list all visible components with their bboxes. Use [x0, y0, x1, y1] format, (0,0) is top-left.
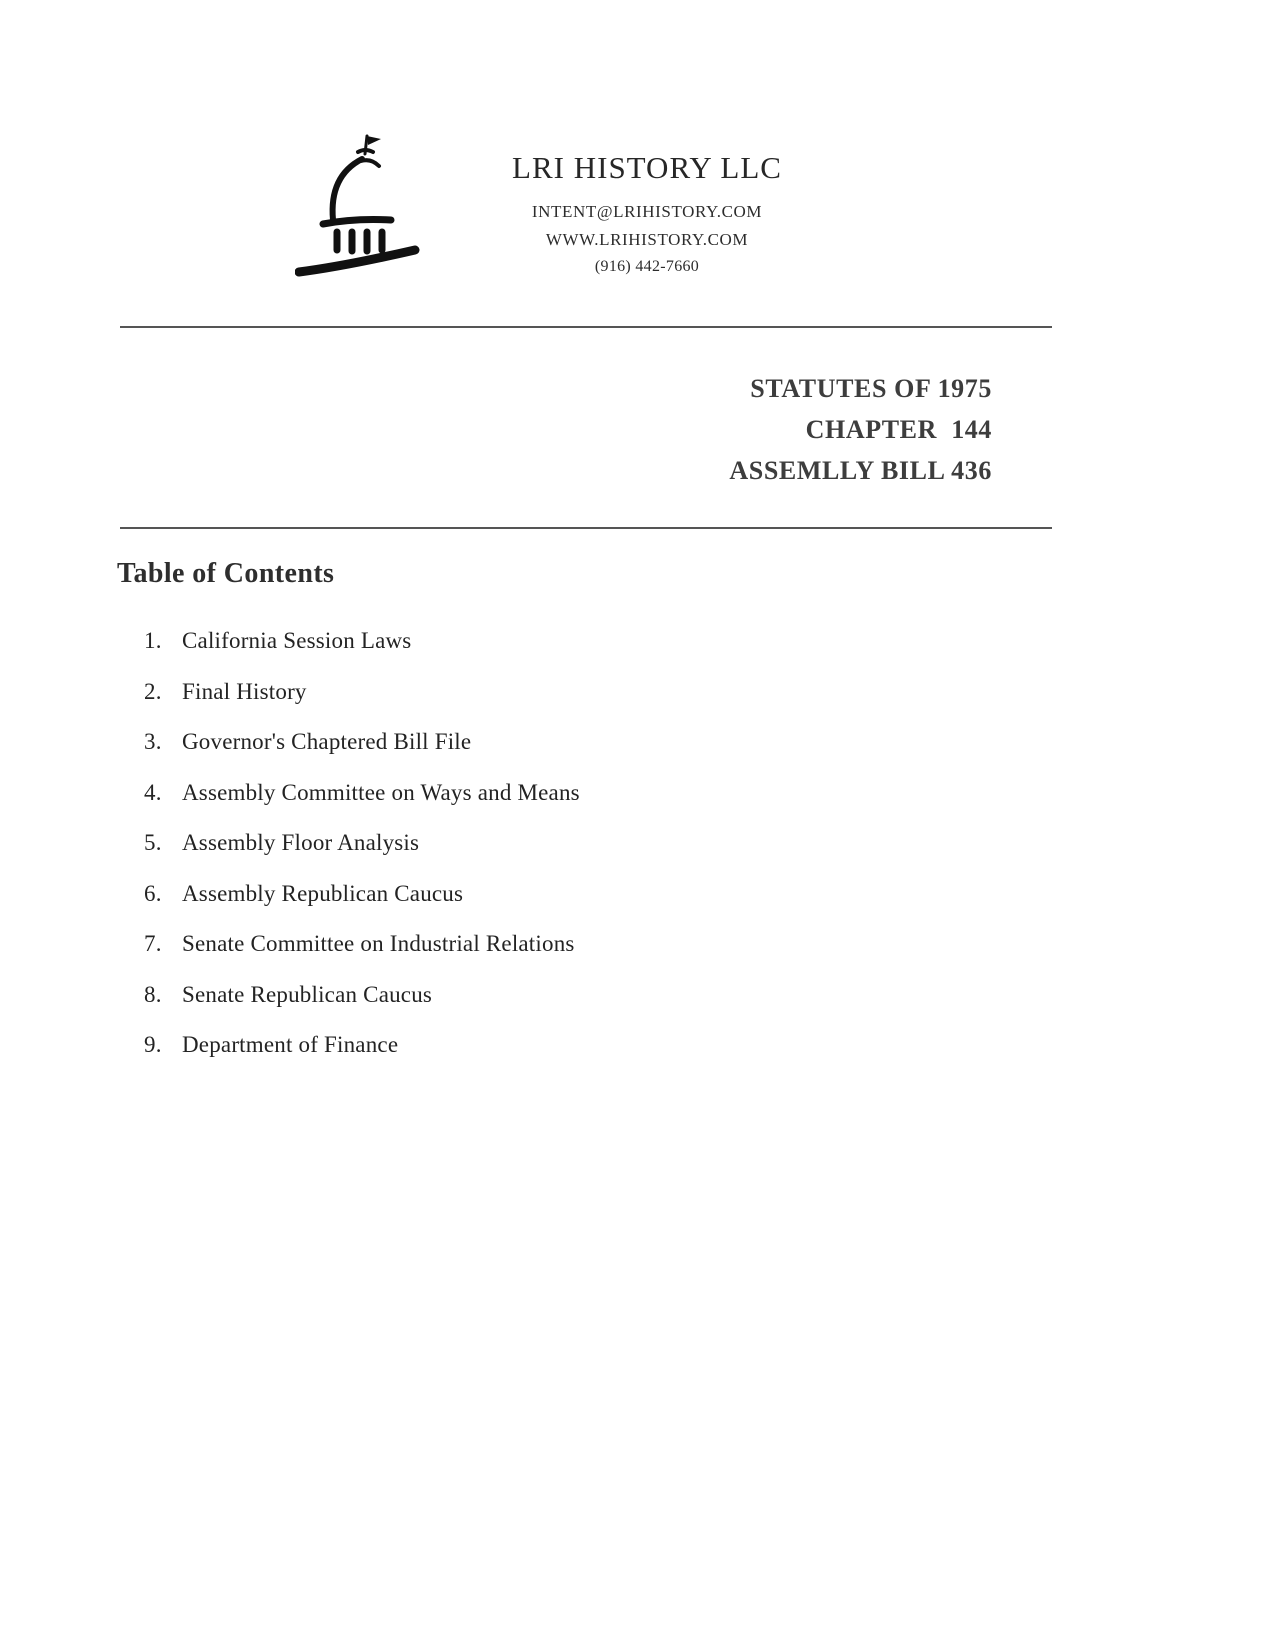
document-header: [0, 0, 1276, 283]
toc-item-number: 6.: [144, 880, 162, 906]
toc-item: [117, 881, 1017, 907]
company-name: LRI HISTORY LLC: [512, 150, 782, 185]
company-email: INTENT@LRIHISTORY.COM: [531, 202, 763, 221]
toc-item: [117, 1032, 1017, 1058]
toc-item-number: 7.: [144, 931, 162, 956]
company-website: WWW.LRIHISTORY.COM: [545, 230, 749, 249]
statute-title-line1: STATUTES OF 1975: [750, 374, 992, 403]
toc-item: [117, 729, 1017, 755]
toc-item: [117, 679, 1017, 705]
toc-item: [117, 830, 1017, 856]
toc-item: [117, 982, 1017, 1008]
toc-item-number: 4.: [144, 779, 162, 805]
toc-item: [117, 931, 1017, 957]
company-contact-block: [482, 128, 812, 276]
toc-item-number: 8.: [144, 981, 162, 1007]
toc-item: [117, 628, 1017, 654]
toc-item-number: 3.: [144, 729, 162, 754]
toc-item-label: California Session Laws: [182, 628, 412, 653]
toc-item-label: Final History: [182, 678, 307, 704]
toc-item-number: 2.: [144, 678, 162, 704]
toc-list: [117, 628, 1017, 1058]
statute-title-line2: CHAPTER 144: [805, 415, 992, 444]
capitol-dome-logo-icon: [295, 128, 440, 283]
toc-item-number: 9.: [144, 1032, 162, 1057]
toc-heading: Table of Contents: [117, 558, 335, 589]
statute-title-block: [120, 368, 1052, 491]
statute-title-line3: ASSEMLLY BILL 436: [729, 456, 992, 485]
toc-item-label: Assembly Floor Analysis: [182, 830, 420, 855]
toc-item-number: 5.: [144, 830, 162, 855]
toc-item-label: Assembly Republican Caucus: [182, 880, 464, 906]
toc-item-label: Assembly Committee on Ways and Means: [182, 779, 580, 805]
table-of-contents: [117, 558, 1017, 1083]
toc-item-number: 1.: [144, 628, 162, 653]
toc-item-label: Senate Republican Caucus: [182, 981, 433, 1007]
toc-item: [117, 780, 1017, 806]
toc-item-label: Governor's Chaptered Bill File: [182, 729, 472, 754]
company-phone: (916) 442-7660: [594, 258, 700, 275]
horizontal-divider-bottom: [120, 527, 1052, 529]
toc-item-label: Senate Committee on Industrial Relations: [182, 931, 575, 956]
toc-item-label: Department of Finance: [182, 1032, 399, 1057]
horizontal-divider-top: [120, 326, 1052, 328]
